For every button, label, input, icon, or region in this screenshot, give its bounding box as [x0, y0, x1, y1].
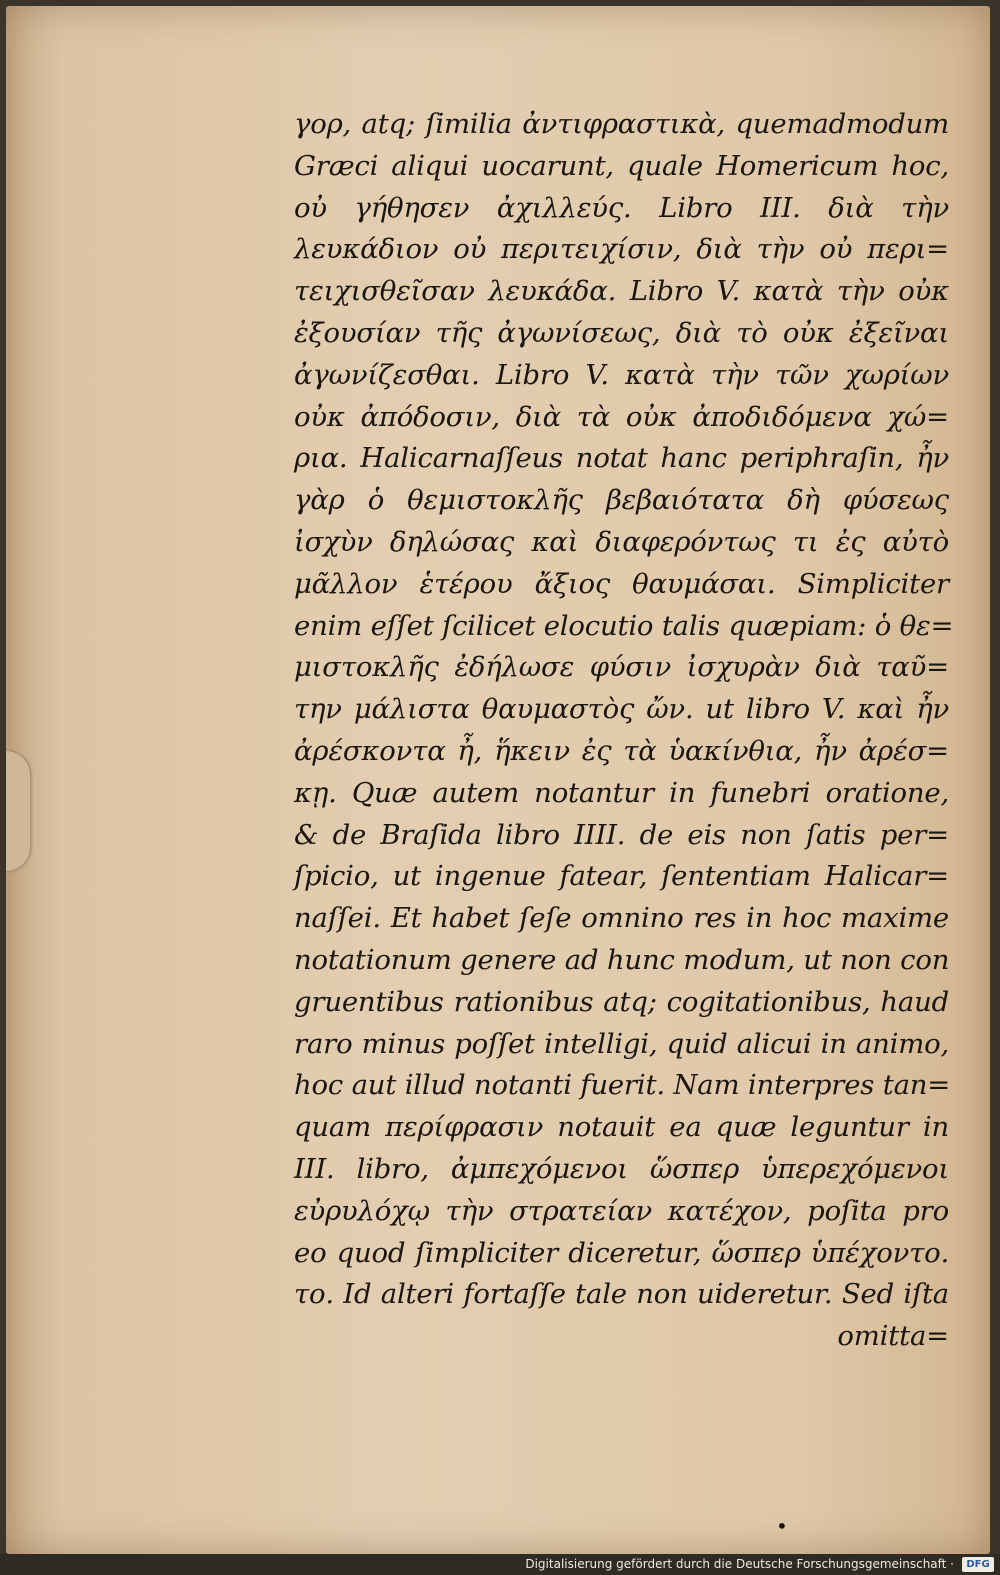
signature-mark: • — [776, 1514, 788, 1538]
text-line: ἐξουσίαν τῆς ἀγωνίσεως, διὰ τὸ οὐκ ἐξεῖναι — [294, 316, 949, 349]
text-line: ρια. Halicarnaſſeus notat hanc periphraſin, ἦν — [294, 442, 949, 475]
text-line: & de Braſida libro IIII. de eis non ſatis per= — [294, 818, 949, 851]
text-line: raro minus poſſet intelligi, quid alicui in animo, — [294, 1027, 949, 1060]
catchword: omitta= — [837, 1320, 949, 1353]
text-line: gruentibus rationibus atq; cogitationibus, haud — [294, 985, 949, 1018]
text-line: μιστοκλῆς ἐδήλωσε φύσιν ἰσχυρὰν διὰ ταῦ= — [294, 651, 949, 684]
text-line: notationum genere ad hunc modum, ut non con — [294, 943, 950, 976]
text-line: την μάλιστα θαυμαστὸς ὤν. ut libro V. καὶ ἦν — [294, 693, 949, 726]
text-line: οὐκ ἀπόδοσιν, διὰ τὰ οὐκ ἀποδιδόμενα χώ= — [294, 400, 949, 433]
book-page — [6, 6, 990, 1554]
digitization-footer — [0, 1554, 1000, 1575]
text-line: κῃ. Quæ autem notantur in funebri oratione, — [294, 776, 949, 809]
text-line: quam περίφρασιν notauit ea quæ leguntur in — [294, 1111, 949, 1144]
text-block — [294, 104, 954, 1358]
page-edge-tab — [6, 751, 30, 871]
text-line: III. libro, ἀμπεχόμενοι ὥσπερ ὑπερεχόμενοι — [294, 1152, 949, 1185]
text-line: γορ, atq; ſimilia ἀντιφραστικὰ, quemadmodum — [294, 108, 949, 140]
text-line: ἀρέσκοντα ἦ, ἥκειν ἐς τὰ ὑακίνθια, ἦν ἀρέσ= — [294, 734, 949, 767]
text-line: naſſei. Et habet ſeſe omnino res in hoc maxime — [294, 902, 949, 935]
text-line: ſpicio, ut ingenue fatear, ſententiam Halicar= — [294, 860, 949, 893]
text-line: μᾶλλον ἑτέρου ἄξιος θαυμάσαι. Simpliciter — [294, 567, 949, 600]
text-line: οὐ γήθησεν ἀχιλλεύς. Libro III. διὰ τὴν — [294, 191, 949, 224]
text-line: γὰρ ὁ θεμιστοκλῆς βεβαιότατα δὴ φύσεως — [294, 484, 949, 517]
text-line: το. Id alteri fortaſſe tale non uideretur. Sed iſta — [294, 1278, 949, 1311]
text-line: ἰσχὺν δηλώσας καὶ διαφερόντως τι ἐς αὐτὸ — [294, 525, 949, 558]
text-line: hoc aut illud notanti fuerit. Nam interpres tan= — [294, 1069, 951, 1102]
text-line: ἀγωνίζεσθαι. Libro V. κατὰ τὴν τῶν χωρίων — [294, 358, 949, 391]
text-line: Græci aliqui uocarunt, quale Homericum hoc, — [294, 149, 949, 182]
text-line: τειχισθεῖσαν λευκάδα. Libro V. κατὰ τὴν οὐκ — [294, 275, 949, 308]
text-line: εὐρυλόχῳ τὴν στρατείαν κατέχον, poſita pro — [294, 1194, 949, 1227]
dfg-logo[interactable]: DFG — [962, 1557, 994, 1572]
text-line: λευκάδιον οὐ περιτειχίσιν, διὰ τὴν οὐ περι= — [294, 233, 949, 266]
text-line: enim eſſet ſcilicet elocutio talis quæpiam: ὁ θε= — [294, 609, 954, 642]
text-line: eo quod ſimpliciter diceretur, ὥσπερ ὑπέχοντο. — [294, 1236, 949, 1269]
footer-credit-text: Digitalisierung gefördert durch die Deutsche Forschungsgemeinschaft · — [525, 1557, 954, 1571]
